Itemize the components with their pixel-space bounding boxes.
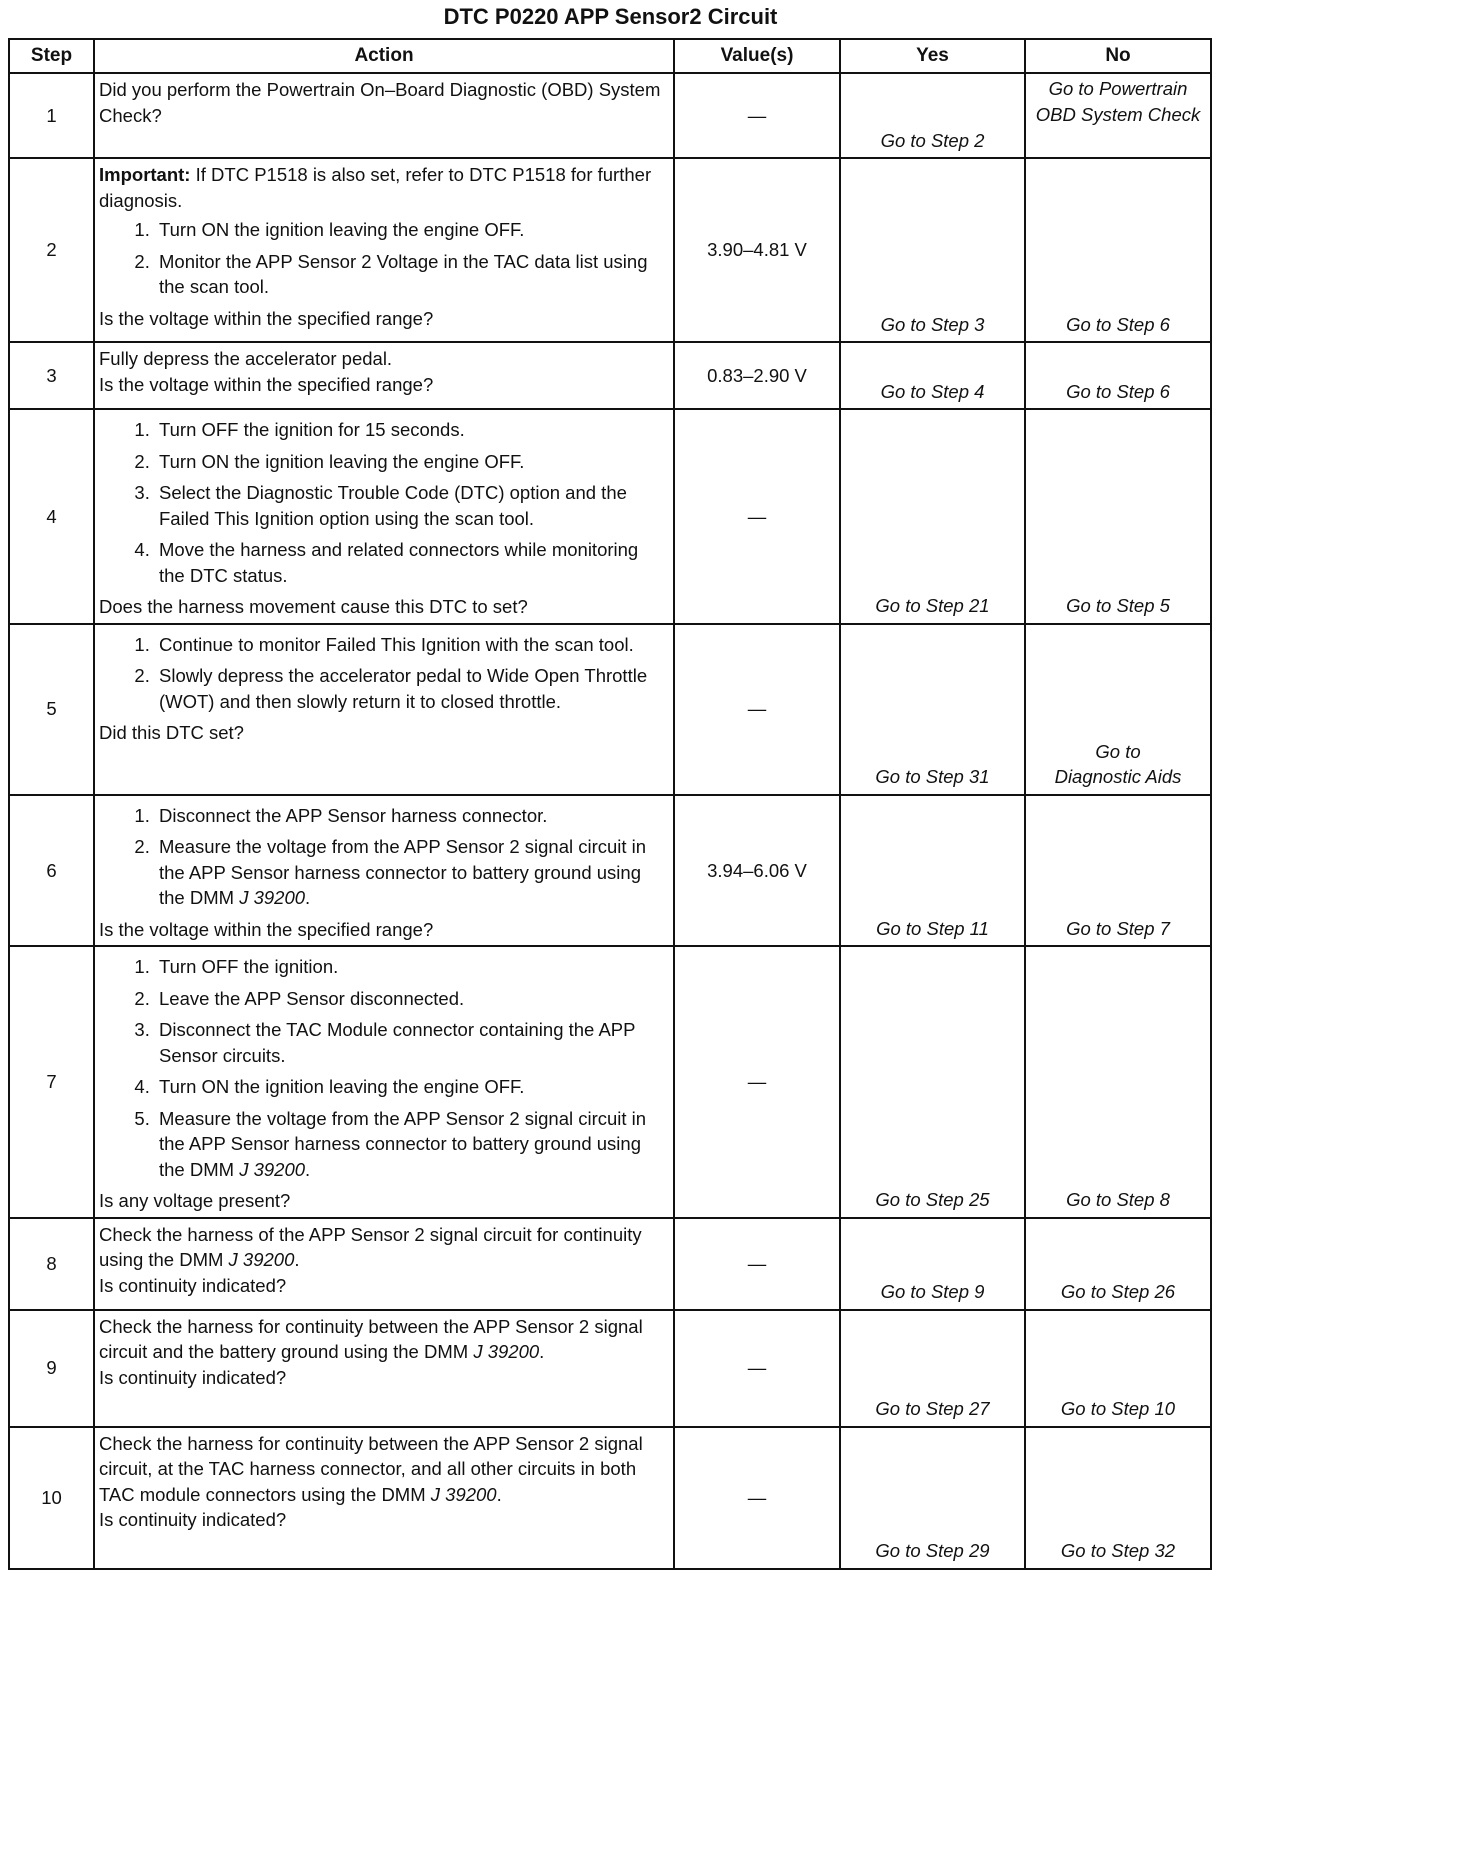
yes-link[interactable]: Go to Step 27: [840, 1310, 1025, 1427]
yes-link[interactable]: Go to Step 9: [840, 1218, 1025, 1310]
action-text: Did you perform the Powertrain On–Board Diagnostic (OBD) System Check?: [99, 79, 661, 126]
action-cell: [94, 1218, 674, 1310]
step-number: 8: [9, 1218, 94, 1310]
question-text: Is continuity indicated?: [99, 1274, 287, 1296]
list-item: 1. Disconnect the APP Sensor harness connector.: [155, 803, 669, 829]
list-item: 4. Move the harness and related connectors while monitoring the DTC status.: [155, 537, 669, 588]
step-number: 4: [9, 409, 94, 624]
table-row: [9, 1218, 1211, 1310]
yes-link[interactable]: Go to Step 25: [840, 946, 1025, 1218]
table-row: [9, 795, 1211, 947]
action-cell: [94, 1310, 674, 1427]
action-text: Check the harness of the APP Sensor 2 signal circuit for continuity using the DMM J 39200.: [99, 1223, 642, 1270]
value-cell: —: [674, 1427, 840, 1569]
header-yes: Yes: [840, 39, 1025, 73]
step-number: 10: [9, 1427, 94, 1569]
value-cell: —: [674, 73, 840, 158]
list-item-text: Measure the voltage from the APP Sensor 2 signal circuit in the APP Sensor harness connector to battery ground using the DMM: [159, 1107, 647, 1180]
action-cell: [94, 342, 674, 409]
action-text: Check the harness for continuity between the APP Sensor 2 signal circuit, at the TAC harness connector, and all other circuits in both TAC module connectors using the DMM J 39200.: [99, 1432, 643, 1505]
header-row: [9, 39, 1211, 73]
list-item-text: Measure the voltage from the APP Sensor 2 signal circuit in the APP Sensor harness connector to battery ground using the DMM: [159, 836, 647, 908]
step-list: [99, 803, 669, 911]
action-cell: [94, 624, 674, 795]
no-cell: [1025, 73, 1211, 158]
value-cell: 0.83–2.90 V: [674, 342, 840, 409]
list-item: 5. Measure the voltage from the APP Sensor 2 signal circuit in the APP Sensor harness connector to battery ground using the DMM J 39200.: [155, 1106, 669, 1183]
value-cell: 3.90–4.81 V: [674, 158, 840, 342]
action-cell: [94, 795, 674, 947]
header-values: Value(s): [674, 39, 840, 73]
list-item: 1. Continue to monitor Failed This Ignition with the scan tool.: [155, 632, 669, 658]
table-row: [9, 158, 1211, 342]
tool-ref: J 39200: [239, 887, 306, 908]
no-link[interactable]: Go to Step 26: [1025, 1218, 1211, 1310]
question-text: Is any voltage present?: [99, 1190, 291, 1211]
table-row: [9, 1427, 1211, 1569]
action-cell: [94, 1427, 674, 1569]
table-row: [9, 946, 1211, 1218]
action-cell: [94, 946, 674, 1218]
list-item: 2. Monitor the APP Sensor 2 Voltage in the TAC data list using the scan tool.: [155, 249, 669, 300]
table-row: [9, 624, 1211, 795]
yes-link[interactable]: Go to Step 21: [840, 409, 1025, 624]
yes-link[interactable]: Go to Step 29: [840, 1427, 1025, 1569]
tool-ref: J 39200: [228, 1249, 295, 1270]
action-text-body: Check the harness for continuity between the APP Sensor 2 signal circuit and the battery ground using the DMM: [99, 1315, 643, 1362]
question-text: Did this DTC set?: [99, 722, 244, 743]
step-number: 9: [9, 1310, 94, 1427]
step-number: 6: [9, 795, 94, 947]
action-text-body: Check the harness for continuity between the APP Sensor 2 signal circuit, at the TAC harness connector, and all other circuits in both TAC module connectors using the DMM: [99, 1432, 643, 1505]
page-title: DTC P0220 APP Sensor2 Circuit: [443, 4, 778, 29]
list-item: 3. Select the Diagnostic Trouble Code (DTC) option and the Failed This Ignition option using the scan tool.: [155, 480, 669, 531]
action-cell: [94, 158, 674, 342]
value-cell: —: [674, 1310, 840, 1427]
question-text: Is continuity indicated?: [99, 1509, 287, 1530]
list-item: 1. Turn OFF the ignition.: [155, 954, 669, 980]
step-list: [99, 954, 669, 1182]
list-item: 2. Leave the APP Sensor disconnected.: [155, 986, 669, 1012]
list-item: 1. Turn OFF the ignition for 15 seconds.: [155, 417, 669, 443]
list-item: 2. Slowly depress the accelerator pedal to Wide Open Throttle (WOT) and then slowly return it to closed throttle.: [155, 663, 669, 714]
action-text-body: Check the harness of the APP Sensor 2 signal circuit for continuity using the DMM: [99, 1223, 642, 1270]
yes-link[interactable]: Go to Step 31: [840, 624, 1025, 795]
list-item: 1. Turn ON the ignition leaving the engine OFF.: [155, 217, 669, 243]
important-label: Important:: [99, 164, 191, 185]
tool-ref: J 39200: [430, 1483, 497, 1505]
question-text: Is the voltage within the specified range?: [99, 307, 434, 329]
diagnostic-table: [8, 38, 1212, 1570]
no-link[interactable]: Go to Step 10: [1025, 1310, 1211, 1427]
no-link[interactable]: Diagnostic Aids: [1054, 766, 1182, 787]
step-number: 2: [9, 158, 94, 342]
important-text: If DTC P1518 is also set, refer to DTC P1518 for further diagnosis.: [99, 164, 652, 211]
value-cell: —: [674, 946, 840, 1218]
table-row: [9, 73, 1211, 158]
no-link[interactable]: Go to Step 8: [1025, 946, 1211, 1218]
action-cell: [94, 409, 674, 624]
no-link[interactable]: Go to Step 7: [1025, 795, 1211, 947]
no-link[interactable]: Powertrain OBD System Check: [1035, 78, 1201, 125]
step-list: [99, 217, 669, 300]
tool-ref: J 39200: [473, 1341, 540, 1362]
header-step: Step: [9, 39, 94, 73]
yes-link[interactable]: Go to Step 11: [840, 795, 1025, 947]
no-link[interactable]: Go to Step 5: [1025, 409, 1211, 624]
list-item: 3. Disconnect the TAC Module connector containing the APP Sensor circuits.: [155, 1017, 669, 1068]
yes-link[interactable]: Go to Step 2: [840, 73, 1025, 158]
value-cell: —: [674, 409, 840, 624]
action-text: Fully depress the accelerator pedal.: [99, 348, 393, 369]
step-number: 3: [9, 342, 94, 409]
list-item: 2. Measure the voltage from the APP Sensor 2 signal circuit in the APP Sensor harness connector to battery ground using the DMM J 39200.: [155, 834, 669, 911]
step-list: [99, 417, 669, 588]
question-text: Does the harness movement cause this DTC to set?: [99, 596, 528, 617]
no-link[interactable]: Go to Step 32: [1025, 1427, 1211, 1569]
value-cell: —: [674, 1218, 840, 1310]
header-action: Action: [94, 39, 674, 73]
no-cell: [1025, 624, 1211, 795]
action-text: Check the harness for continuity between the APP Sensor 2 signal circuit and the battery ground using the DMM J 39200.: [99, 1315, 643, 1362]
header-no: No: [1025, 39, 1211, 73]
no-prefix: Go to: [1095, 740, 1141, 762]
step-number: 5: [9, 624, 94, 795]
step-list: [99, 632, 669, 715]
question-text: Is the voltage within the specified range?: [99, 918, 434, 940]
step-number: 1: [9, 73, 94, 158]
yes-link[interactable]: Go to Step 3: [840, 158, 1025, 342]
list-item: 2. Turn ON the ignition leaving the engine OFF.: [155, 449, 669, 475]
value-cell: 3.94–6.06 V: [674, 795, 840, 947]
no-prefix: Go to: [1048, 78, 1094, 99]
no-link[interactable]: Go to Step 6: [1025, 158, 1211, 342]
table-row: [9, 409, 1211, 624]
list-item: 4. Turn ON the ignition leaving the engine OFF.: [155, 1074, 669, 1100]
question-text: Is continuity indicated?: [99, 1366, 287, 1388]
value-cell: —: [674, 624, 840, 795]
action-cell: [94, 73, 674, 158]
table-row: [9, 1310, 1211, 1427]
question-text: Is the voltage within the specified range?: [99, 373, 434, 395]
yes-link[interactable]: Go to Step 4: [840, 342, 1025, 409]
important-note: [99, 162, 669, 213]
no-link[interactable]: Go to Step 6: [1025, 342, 1211, 409]
table-row: [9, 342, 1211, 409]
tool-ref: J 39200: [239, 1158, 306, 1180]
step-number: 7: [9, 946, 94, 1218]
